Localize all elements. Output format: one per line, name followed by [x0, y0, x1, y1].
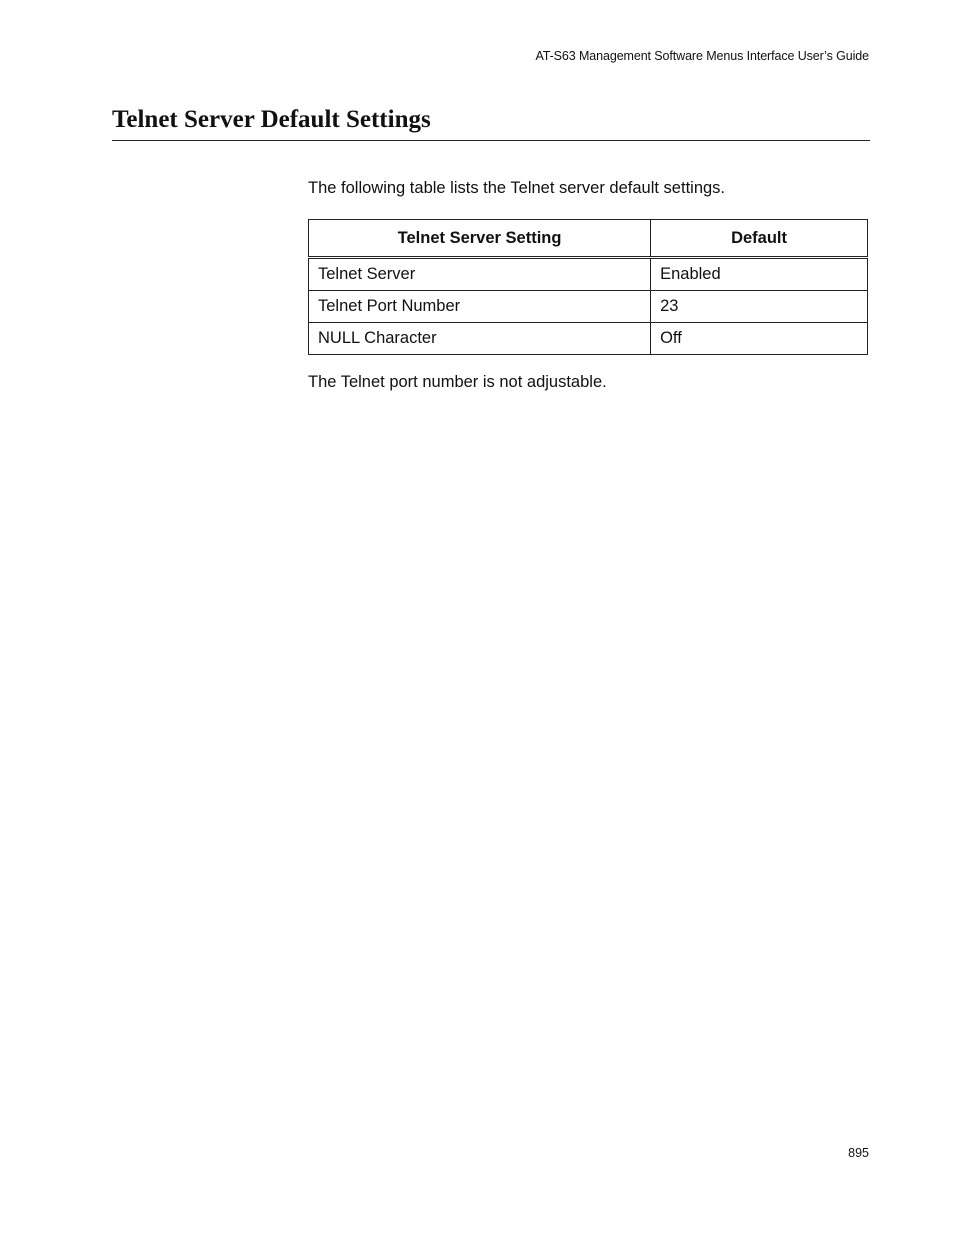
- column-header-default: Default: [651, 220, 868, 258]
- table-row: [309, 323, 868, 355]
- table-row: [309, 291, 868, 323]
- note-paragraph: The Telnet port number is not adjustable.: [308, 373, 607, 391]
- table-header-row: [309, 220, 868, 258]
- default-cell: 23: [651, 291, 868, 323]
- default-cell: Off: [651, 323, 868, 355]
- title-rule: [112, 140, 870, 141]
- page-number: 895: [848, 1146, 869, 1160]
- running-header: AT-S63 Management Software Menus Interface User’s Guide: [535, 49, 869, 63]
- table-row: [309, 258, 868, 291]
- intro-paragraph: The following table lists the Telnet server default settings.: [308, 179, 726, 197]
- column-header-setting: Telnet Server Setting: [309, 220, 651, 258]
- defaults-table: [308, 219, 868, 355]
- setting-cell: NULL Character: [309, 323, 651, 355]
- setting-cell: Telnet Server: [309, 258, 651, 291]
- section-title: Telnet Server Default Settings: [112, 106, 431, 133]
- default-cell: Enabled: [651, 258, 868, 291]
- setting-cell: Telnet Port Number: [309, 291, 651, 323]
